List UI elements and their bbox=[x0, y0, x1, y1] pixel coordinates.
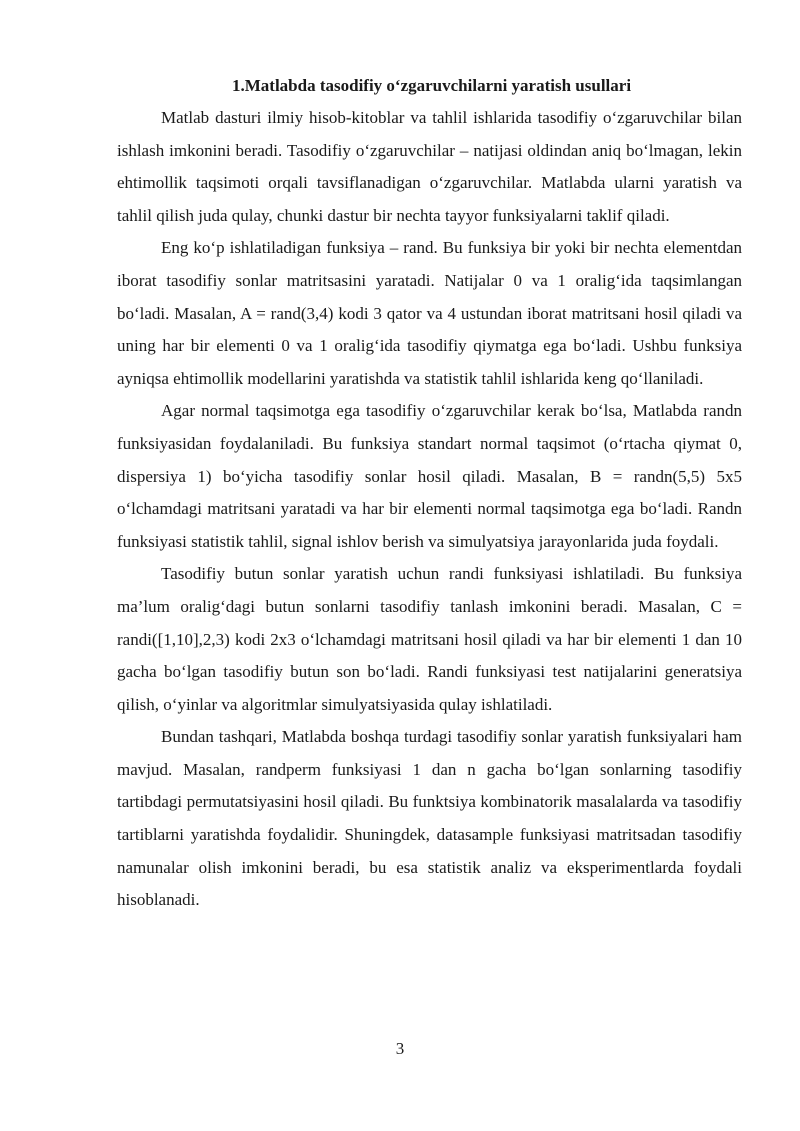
section-heading: 1.Matlabda tasodifiy o‘zgaruvchilarni yaratish usullari bbox=[232, 76, 632, 95]
paragraph-randi: Tasodifiy butun sonlar yaratish uchun randi funksiyasi ishlatiladi. Bu funksiya ma’lum oralig‘dagi butun sonlarni tasodifiy tanlash imkonini beradi. Masalan, C = randi([1,10],2,3) kodi 2x3 o‘lchamdagi matritsani hosil qiladi va har bir elementi 1 dan 10 gacha bo‘lgan tasodifiy butun son bo‘ladi. Randi funksiyasi test natijalarini generatsiya qilish, o‘yinlar va algoritmlar simulyatsiyasida qulay ishlatiladi. bbox=[117, 564, 742, 714]
paragraph-randn: Agar normal taqsimotga ega tasodifiy o‘zgaruvchilar kerak bo‘lsa, Matlabda randn funksiyasidan foydalaniladi. Bu funksiya standart normal taqsimot (o‘rtacha qiymat 0, dispersiya 1) bo‘yicha tasodifiy sonlar hosil qiladi. Masalan, B = randn(5,5) 5x5 o‘lchamdagi matritsani yaratadi va har bir elementi normal taqsimotga ega bo‘ladi. Randn funksiyasi statistik tahlil, signal ishlov berish va simulyatsiya jarayonlarida juda foydali. bbox=[117, 401, 742, 551]
page-number: 3 bbox=[395, 1039, 405, 1058]
paragraph-randperm: Bundan tashqari, Matlabda boshqa turdagi tasodifiy sonlar yaratish funksiyalari ham mavjud. Masalan, randperm funksiyasi 1 dan n gacha bo‘lgan sonlarning tasodifiy tartibdagi permutatsiyasini hosil qiladi. Bu funktsiya kombinatorik masalalarda va tasodifiy tartiblarni yaratishda foydalidir. Shuningdek, datasample funksiyasi matritsadan tasodifiy namunalar olish imkonini beradi, bu esa statistik analiz va eksperimentlarda foydali hisoblanadi. bbox=[117, 727, 742, 910]
page-content bbox=[117, 70, 742, 917]
paragraph-rand: Eng ko‘p ishlatiladigan funksiya – rand. Bu funksiya bir yoki bir nechta elementdan iborat tasodifiy sonlar matritsasini yaratadi. Natijalar 0 va 1 oralig‘ida taqsimlangan bo‘ladi. Masalan, A = rand(3,4) kodi 3 qator va 4 ustundan iborat matritsani hosil qiladi va uning har bir elementi 0 va 1 oralig‘ida tasodifiy qiymatga ega bo‘ladi. Ushbu funksiya ayniqsa ehtimollik modellarini yaratishda va statistik tahlil ishlarida keng qo‘llaniladi. bbox=[117, 238, 742, 388]
paragraph-intro: Matlab dasturi ilmiy hisob-kitoblar va tahlil ishlarida tasodifiy o‘zgaruvchilar bilan ishlash imkonini beradi. Tasodifiy o‘zgaruvchilar – natijasi oldindan aniq bo‘lmagan, lekin ehtimollik taqsimoti orqali tavsiflanadigan o‘zgaruvchilar. Matlabda ularni yaratish va tahlil qilish juda qulay, chunki dastur bir nechta tayyor funksiyalarni taklif qiladi. bbox=[117, 108, 742, 225]
